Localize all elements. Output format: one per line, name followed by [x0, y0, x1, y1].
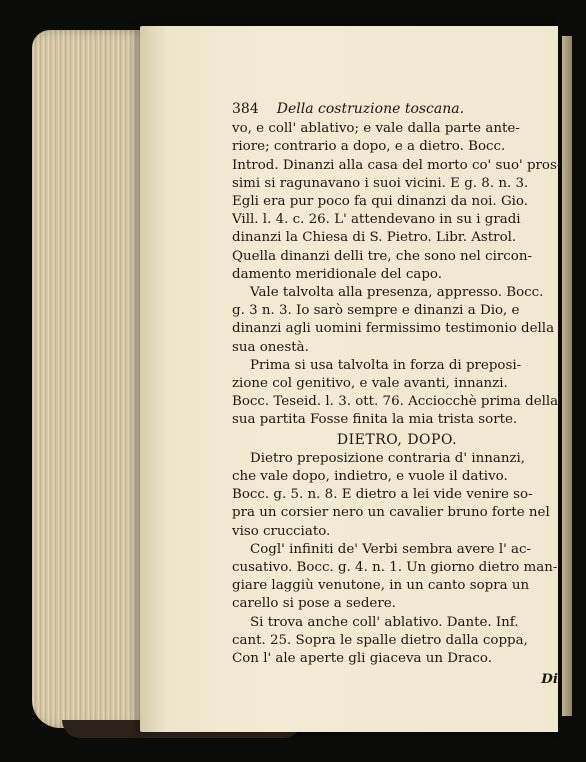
- text-line: Si trova anche coll' ablativo. Dante. Inf.: [250, 614, 519, 630]
- text-line: zione col genitivo, e vale avanti, innanzi.: [232, 376, 508, 392]
- page-text: [232, 100, 562, 689]
- text-line: che vale dopo, indietro, e vuole il dativo.: [232, 469, 508, 485]
- catchword: Di: [541, 671, 558, 688]
- text-line: simi si ragunavano i suoi vicini. E g. 8. n. 3.: [232, 175, 529, 191]
- text-line: Introd. Dinanzi alla casa del morto co' suo' pros-: [232, 157, 562, 173]
- text-line: giare laggiù venutone, in un canto sopra un: [232, 578, 530, 594]
- paragraph-6: [232, 614, 562, 669]
- section-heading: DIETRO, DOPO.: [336, 431, 458, 448]
- text-line: Quella dinanzi delli tre, che sono nel circon-: [232, 248, 532, 264]
- paragraph-5: [232, 541, 562, 614]
- text-line: damento meridionale del capo.: [232, 266, 442, 282]
- text-line: cant. 25. Sopra le spalle dietro dalla coppa,: [232, 632, 528, 648]
- text-line: carello si pose a sedere.: [232, 596, 396, 612]
- paragraph-3: [232, 357, 562, 430]
- text-line: cusativo. Bocc. g. 4. n. 1. Un giorno dietro man-: [232, 560, 558, 576]
- text-line: Bocc. g. 5. n. 8. E dietro a lei vide venire so-: [232, 487, 533, 503]
- page-number: 384: [232, 101, 259, 117]
- text-line: Dietro preposizione contraria d' innanzi,: [250, 450, 526, 466]
- text-line: sua onestà.: [232, 339, 309, 355]
- text-line: Egli era pur poco fa qui dinanzi da noi. Gio.: [232, 194, 529, 210]
- text-line: Vale talvolta alla presenza, appresso. Bocc.: [250, 285, 544, 301]
- facing-page-edge: [562, 36, 572, 716]
- running-header: [232, 100, 562, 118]
- text-line: viso crucciato.: [232, 523, 331, 539]
- paragraph-1: [232, 120, 562, 284]
- running-title: Della costruzione toscana.: [276, 101, 465, 117]
- text-line: Cogl' infiniti de' Verbi sembra avere l' ac-: [250, 541, 532, 557]
- text-line: Con l' ale aperte gli giaceva un Draco.: [232, 651, 492, 667]
- text-line: riore; contrario a dopo, e a dietro. Bocc.: [232, 139, 506, 155]
- paragraph-4: [232, 450, 562, 541]
- text-line: dinanzi agli uomini fermissimo testimonio della: [232, 321, 555, 337]
- text-line: Prima si usa talvolta in forza di preposi-: [250, 357, 522, 373]
- paragraph-2: [232, 284, 562, 357]
- text-line: sua partita Fosse finita la mia trista sorte.: [232, 412, 518, 428]
- text-line: pra un corsier nero un cavalier bruno forte nel: [232, 505, 550, 521]
- text-line: Bocc. Teseid. l. 3. ott. 76. Acciocchè prima della: [232, 394, 559, 410]
- text-line: Vill. l. 4. c. 26. L' attendevano in su i gradi: [232, 212, 521, 228]
- text-line: g. 3 n. 3. Io sarò sempre e dinanzi a Dio, e: [232, 303, 520, 319]
- text-line: vo, e coll' ablativo; e vale dalla parte ante-: [232, 121, 520, 137]
- text-line: dinanzi la Chiesa di S. Pietro. Libr. Astrol.: [232, 230, 517, 246]
